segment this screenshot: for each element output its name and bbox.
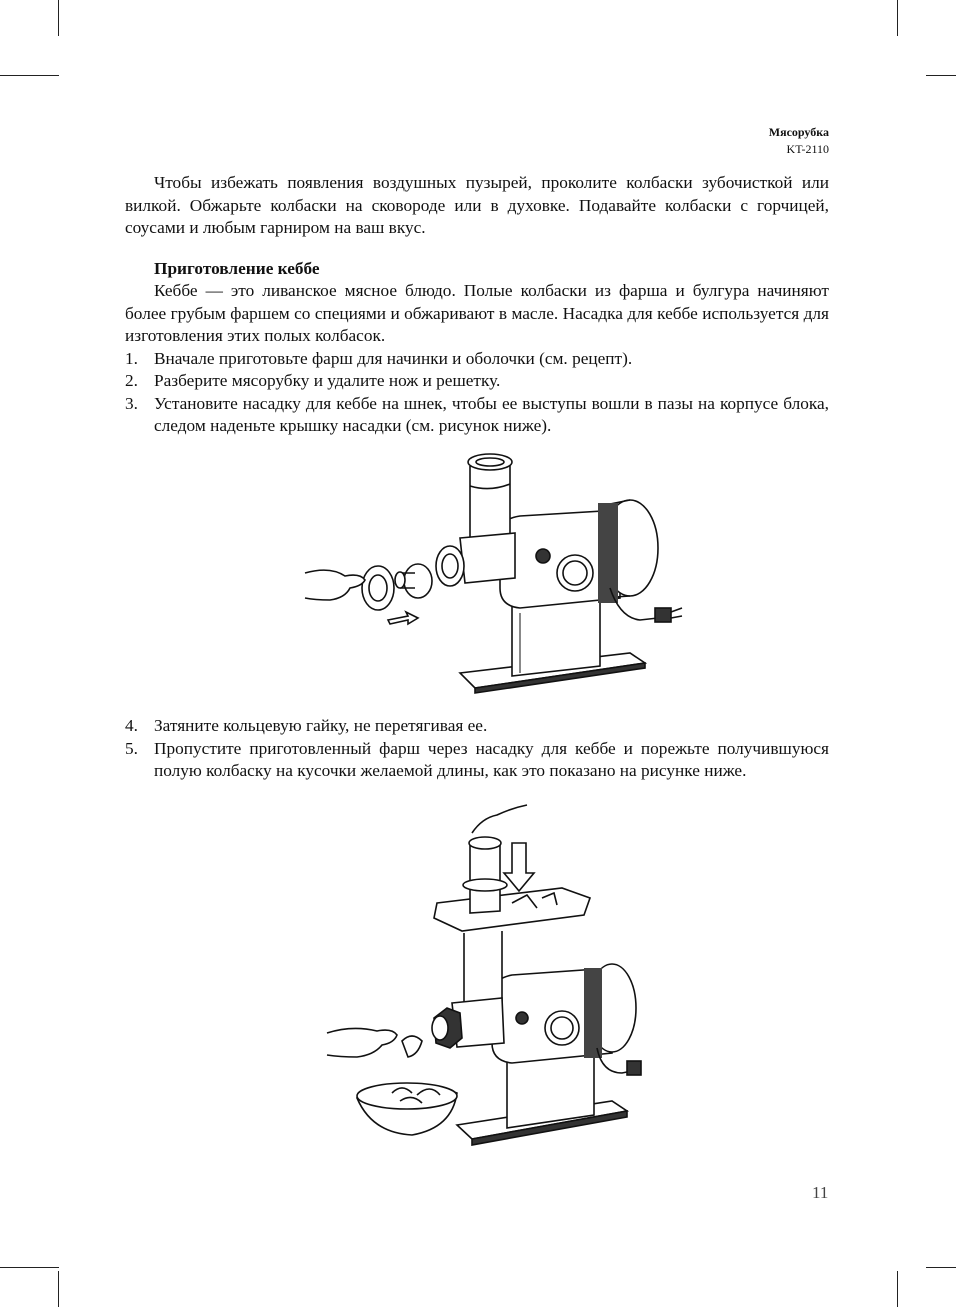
section-heading: Приготовление кеббе: [154, 258, 320, 278]
crop-mark: [58, 1271, 59, 1307]
list-item: 4. Затяните кольцевую гайку, не перетягивая ее.: [125, 716, 488, 735]
crop-mark: [897, 0, 898, 36]
crop-mark: [897, 1271, 898, 1307]
list-item: 5. Пропустите приготовленный фарш через насадку для кеббе и порежьте получившуюся полую колбаску на кусочки желаемой длины, как это показано на рисунке ниже.: [125, 738, 829, 780]
running-header: [769, 124, 829, 158]
page-content: [125, 172, 829, 438]
section-paragraph: Кеббе — это ливанское мясное блюдо. Полые колбаски из фарша и булгура начиняют более грубым фаршем со специями и обжаривают в масле. Насадка для кеббе используется для изготовления этих полых колбасок.: [125, 281, 829, 345]
list-item: 3. Установите насадку для кеббе на шнек, чтобы ее выступы вошли в пазы на корпусе блока, следом наденьте крышку насадки (см. рисунок ниже).: [125, 393, 829, 435]
figure-kebbe-production: [322, 803, 658, 1153]
crop-mark: [926, 1267, 956, 1268]
crop-mark: [926, 75, 956, 76]
page-content-continued: [125, 715, 829, 783]
crop-mark: [0, 75, 59, 76]
list-item: 1. Вначале приготовьте фарш для начинки и оболочки (см. рецепт).: [125, 348, 633, 368]
figure-kebbe-assembly: [300, 448, 690, 694]
header-title: Мясорубка: [768, 125, 829, 139]
intro-paragraph: Чтобы избежать появления воздушных пузырей, проколите колбаски зубочисткой или вилкой. Обжарьте колбаски на сковороде или в духовке. Подавайте колбаски с горчицей, соусами и любым гарниром на ваш вкус.: [125, 173, 829, 237]
page-number: 11: [812, 1183, 829, 1202]
header-model: KT-2110: [786, 142, 829, 156]
crop-mark: [58, 0, 59, 36]
crop-mark: [0, 1267, 59, 1268]
list-item: 2. Разберите мясорубку и удалите нож и решетку.: [125, 371, 501, 390]
